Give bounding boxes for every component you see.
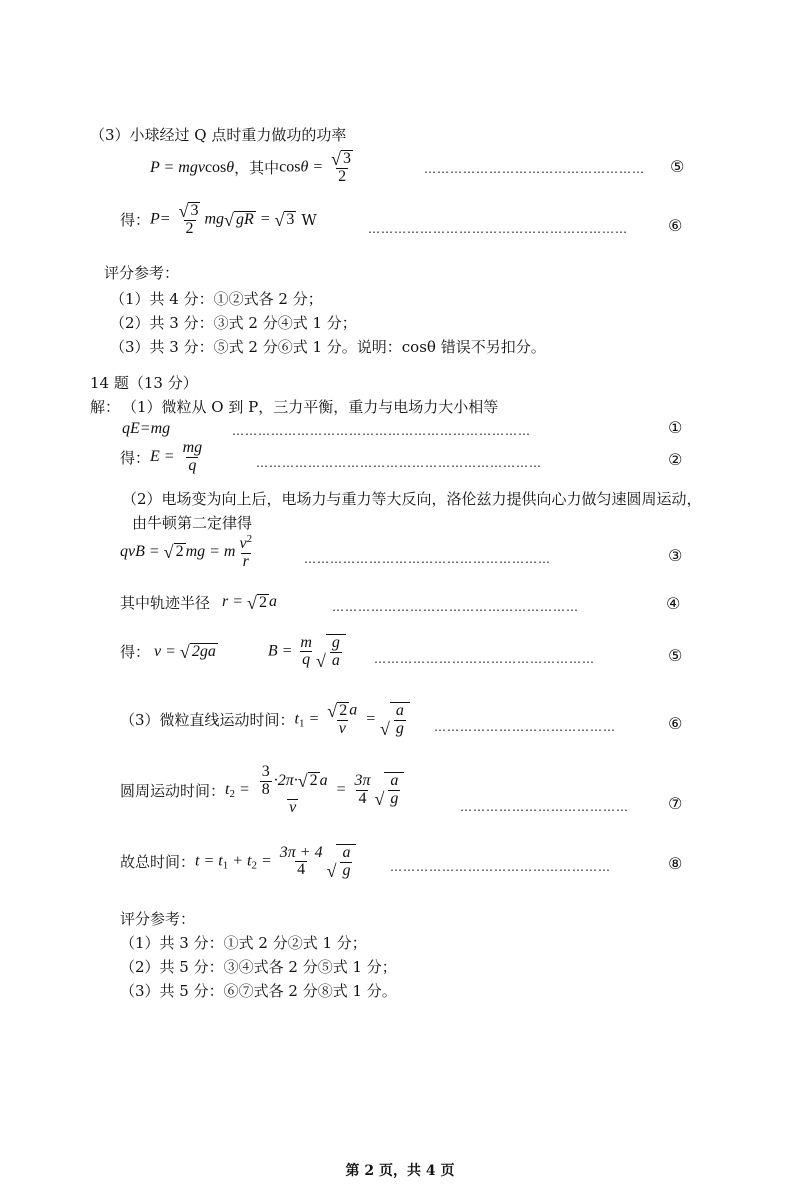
step-2-text: （2）电场变为向上后，电场力与重力等大反向，洛伦兹力提供向心力做匀速圆周运动，: [122, 490, 702, 508]
scoring-title: 评分参考：: [104, 264, 180, 282]
equation-5: 得： v = √ 2ga B = $\frac{m}{q}$ √ $\frac{g}{a}$: [120, 634, 346, 670]
marker-6: ⑥: [668, 714, 683, 733]
leader-dots: …………………………………………………: [304, 552, 551, 566]
unit-watt: W: [301, 210, 317, 229]
marker-1: ①: [668, 418, 683, 437]
leader-dots: ……………………………………………………………: [232, 424, 531, 438]
equation-2: 得： E = $\frac{mg}{q}$: [120, 439, 203, 474]
step-1-text: （1）微粒从 O 到 P，三力平衡，重力与电场力大小相等: [122, 398, 499, 416]
question-title: 14 题（13 分）: [90, 374, 198, 392]
solution-label: 解：: [90, 398, 121, 416]
leader-dots: …………………………………………………………: [256, 456, 542, 470]
marker-5: ⑤: [668, 646, 683, 665]
leader-dots: ……………………………………………: [374, 652, 595, 666]
step-2-text-cont: 由牛顿第二定律得: [132, 514, 253, 532]
leader-dots: ……………………………………: [434, 720, 616, 734]
leader-dots: ……………………………………………: [424, 162, 645, 176]
marker-5-top: ⑤: [670, 157, 685, 176]
eq7-label: 圆周运动时间：: [120, 781, 226, 800]
marker-7: ⑦: [668, 794, 683, 813]
eq8-label: 故总时间：: [120, 853, 196, 872]
equation-6-top: 得： P= √ 3 2 mg √ gR = √ 3 W: [120, 201, 317, 237]
leader-dots: …………………………………: [460, 800, 629, 814]
part3-heading: （3）小球经过 Q 点时重力做功的功率: [90, 126, 347, 144]
equation-7: 圆周运动时间： $t_2$ = $\frac{3}{8}$ ·2π· √ 2 a v = $\frac{3\pi}{4}$ √ $\frac{a}{g}$: [120, 764, 404, 816]
scoring-line: （2）共 5 分：③④式各 2 分⑤式 1 分；: [120, 958, 397, 976]
equation-3: qvB = √ 2 mg = m $\frac{v^2}{r}$: [120, 533, 253, 570]
marker-2: ②: [668, 450, 683, 469]
eq6-label-q14: （3）微粒直线运动时间：: [120, 711, 295, 730]
equation-5-top: P = mgvcosθ ，其中 cosθ = √ 3 2: [150, 149, 352, 185]
eq4-label: 其中轨迹半径: [120, 594, 211, 612]
equation-1: qE=mg: [122, 420, 171, 437]
eq5-label: 得：: [120, 643, 151, 662]
scoring-line: （3）共 5 分：⑥⑦式各 2 分⑧式 1 分。: [120, 982, 397, 1000]
scoring-title: 评分参考：: [120, 910, 196, 928]
eq5-mid-text: ，其中: [234, 159, 280, 178]
marker-3: ③: [668, 546, 683, 565]
scoring-line: （1）共 4 分：①②式各 2 分；: [110, 290, 323, 308]
scoring-line: （2）共 3 分：③式 2 分④式 1 分；: [110, 314, 357, 332]
marker-8: ⑧: [668, 854, 683, 873]
eq2-label: 得：: [120, 448, 151, 467]
equation-8: 故总时间： $t = t_1 + t_2$ = $\frac{3\pi + 4}{4}$ √ $\frac{a}{g}$: [120, 844, 356, 880]
scoring-line: （3）共 3 分：⑤式 2 分⑥式 1 分。说明：cosθ 错误不另扣分。: [110, 338, 546, 356]
marker-6-top: ⑥: [668, 216, 683, 235]
page-number: 第 2 页，共 4 页: [345, 1163, 455, 1179]
leader-dots: ……………………………………………………: [368, 222, 628, 236]
equation-4: 其中轨迹半径 r = √ 2 a: [120, 592, 277, 613]
eq6-label: 得：: [120, 211, 151, 230]
leader-dots: …………………………………………………: [332, 600, 579, 614]
equation-6: （3）微粒直线运动时间： $t_1$ = √ 2 a v = √ $\frac{a}{g}$: [120, 702, 410, 738]
scoring-line: （1）共 3 分：①式 2 分②式 1 分；: [120, 934, 367, 952]
leader-dots: ……………………………………………: [390, 860, 611, 874]
marker-4: ④: [666, 594, 681, 613]
